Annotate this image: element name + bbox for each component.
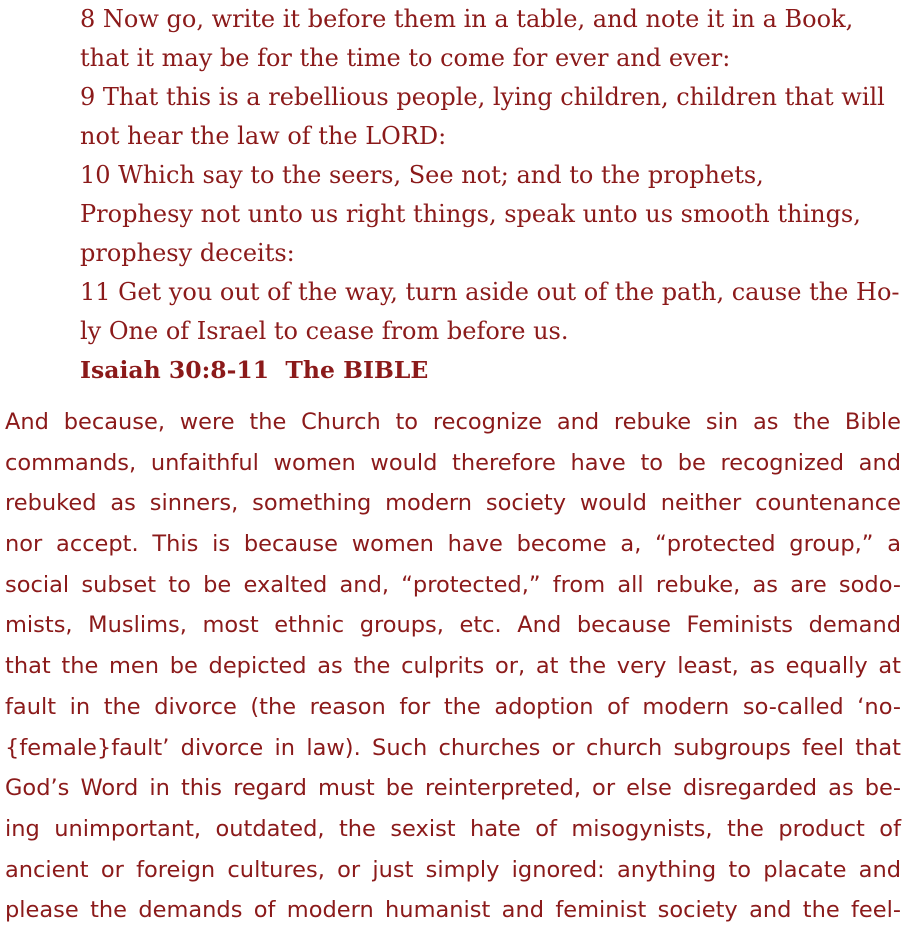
paragraph-line: social subset to be exalted and, “protected,” from all rebuke, as are sodo-	[5, 571, 901, 598]
paragraph-line: ing unimportant, outdated, the sexist hate of misogynists, the product of	[5, 815, 901, 842]
paragraph-line: ancient or foreign cultures, or just simply ignored: anything to placate and	[5, 856, 901, 883]
paragraph-line: And because, were the Church to recognize and rebuke sin as the Bible	[5, 409, 901, 435]
quote-line: 9 That this is a rebellious people, lying children, children that will	[80, 83, 885, 111]
scripture-citation: Isaiah 30:8-11 The BIBLE	[80, 356, 429, 384]
paragraph-line: rebuked as sinners, something modern society would neither countenance	[5, 490, 901, 517]
paragraph-line: God’s Word in this regard must be reinterpreted, or else disregarded as be-	[5, 775, 901, 802]
paragraph-line: please the demands of modern humanist and feminist society and the feel-	[5, 897, 901, 924]
body-paragraph	[5, 402, 901, 931]
quote-line: 10 Which say to the seers, See not; and to the prophets,	[80, 161, 764, 189]
paragraph-line: nor accept. This is because women have become a, “protected group,” a	[5, 531, 901, 558]
quote-line: ly One of Israel to cease from before us.	[80, 317, 569, 345]
paragraph-line: fault in the divorce (the reason for the adoption of modern so-called ‘no-	[5, 693, 901, 720]
scripture-quote	[80, 0, 900, 390]
quote-line: not hear the law of the LORD:	[80, 122, 447, 150]
quote-line: 8 Now go, write it before them in a table, and note it in a Book,	[80, 5, 854, 33]
quote-line: 11 Get you out of the way, turn aside out of the path, cause the Ho-	[80, 278, 900, 306]
paragraph-line: mists, Muslims, most ethnic groups, etc. And because Feminists demand	[5, 612, 901, 639]
paragraph-line: {female}fault’ divorce in law). Such churches or church subgroups feel that	[5, 734, 901, 761]
paragraph-line: that the men be depicted as the culprits or, at the very least, as equally at	[5, 653, 901, 680]
paragraph-line: commands, unfaithful women would therefore have to be recognized and	[5, 449, 901, 476]
quote-line: Prophesy not unto us right things, speak unto us smooth things,	[80, 200, 861, 228]
quote-line: that it may be for the time to come for ever and ever:	[80, 44, 731, 72]
quote-line: prophesy deceits:	[80, 239, 295, 267]
